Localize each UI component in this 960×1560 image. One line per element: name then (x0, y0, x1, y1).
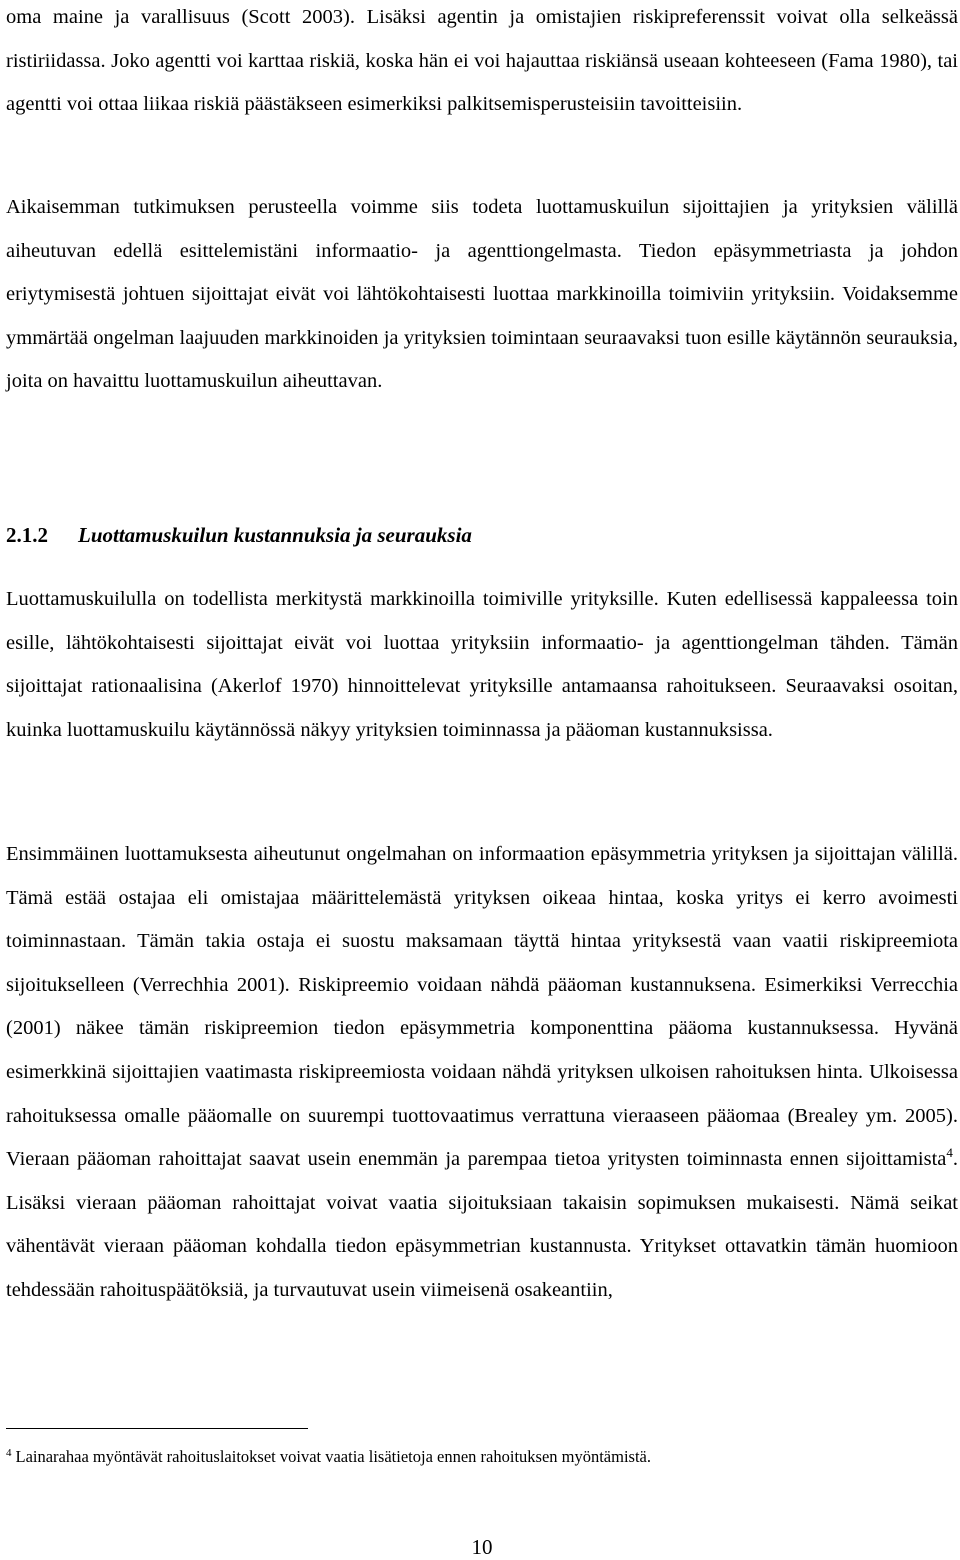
section-title: Luottamuskuilun kustannuksia ja seurauksia (78, 523, 472, 547)
section-heading (6, 515, 472, 555)
footnote-reference[interactable]: 4 (946, 1145, 953, 1161)
paragraph-text-before-footnote: Ensimmäinen luottamuksesta aiheutunut ongelmahan on informaation epäsymmetria yrityksen ja sijoittajan välillä. Tämä estää ostajaa eli omistajaa määrittelemästä yrityksen oikeaa hintaa, koska yritys ei kerro avoimesti toiminnastaan. Tämän takia ostaja ei suostu maksamaan täyttä hintaa yrityksestä vaan vaatii riskipreemiota sijoitukselleen (Verrechhia 2001). Riskipreemio voidaan nähdä pääoman kustannuksena. Esimerkiksi Verrecchia (2001) näkee tämän riskipreemion tiedon epäsymmetria komponenttina pääoma kustannuksessa. Hyvänä esimerkkinä sijoittajien vaatimasta riskipreemiosta voidaan nähdä yrityksen ulkoisen rahoituksen hinta. Ulkoisessa rahoituksessa omalle pääomalle on suurempi tuottovaatimus verrattuna vieraaseen pääomaa (Brealey ym. 2005). Vieraan pääoman rahoittajat saavat usein enemmän ja parempaa tietoa yritysten toiminnasta ennen sijoittamista (6, 843, 958, 1171)
paragraph-trust-gap-summary: Aikaisemman tutkimuksen perusteella voimme siis todeta luottamuskuilun sijoittajien ja yrityksien välillä aiheutuvan edellä esittelemistäni informaatio- ja agenttiongelmasta. Tiedon epäsymmetriasta ja johdon eriytymisestä johtuen sijoittajat eivät voi lähtökohtaisesti luottaa markkinoilla toimiviin yrityksiin. Voidaksemme ymmärtää ongelman laajuuden markkinoiden ja yrityksien toimintaan seuraavaksi tuon esille käytännön seurauksia, joita on havaittu luottamuskuilun aiheuttavan. (6, 196, 958, 393)
footnote-marker: 4 (6, 1446, 12, 1459)
footnote-text: Lainarahaa myöntävät rahoituslaitokset voivat vaatia lisätietoja ennen rahoituksen myöntämistä. (15, 1447, 652, 1466)
paragraph-agent-risk: oma maine ja varallisuus (Scott 2003). Lisäksi agentin ja omistajien riskipreferenssit voivat olla selkeässä ristiriidassa. Joko agentti voi karttaa riskiä, koska hän ei voi hajauttaa riskiänsä useaan kohteeseen (Fama 1980), tai agentti voi ottaa liikaa riskiä päästäkseen esimerkiksi palkitsemisperusteisiin tavoitteisiin. (6, 6, 958, 116)
paragraph-trust-gap-meaning: Luottamuskuilulla on todellista merkitystä markkinoilla toimiville yrityksille. Kuten edellisessä kappaleessa toin esille, lähtökohtaisesti sijoittajat eivät voi luottaa yrityksiin informaatio- ja agenttiongelman tähden. Tämän sijoittajat rationaalisina (Akerlof 1970) hinnoittelevat yrityksille antamaansa rahoitukseen. Seuraavaksi osoitan, kuinka luottamuskuilu käytännössä näkyy yrityksien toiminnassa ja pääoman kustannuksissa. (6, 588, 958, 741)
paragraph-information-asymmetry (6, 833, 958, 1313)
section-number: 2.1.2 (6, 523, 48, 547)
page-number: 10 (471, 1535, 493, 1559)
footnote (6, 1445, 651, 1469)
paragraph-text-after-footnote: . Lisäksi vieraan pääoman rahoittajat voivat vaatia sijoituksiaan takaisin sopimuksen mukaisesti. Nämä seikat vähentävät vieraan pääoman kohdalla tiedon epäsymmetrian kustannusta. Yritykset ottavatkin tämän huomioon tehdessään rahoituspäätöksiä, ja turvautuvat usein viimeisenä osakeantiin, (6, 1148, 958, 1301)
footnote-divider (6, 1428, 308, 1429)
